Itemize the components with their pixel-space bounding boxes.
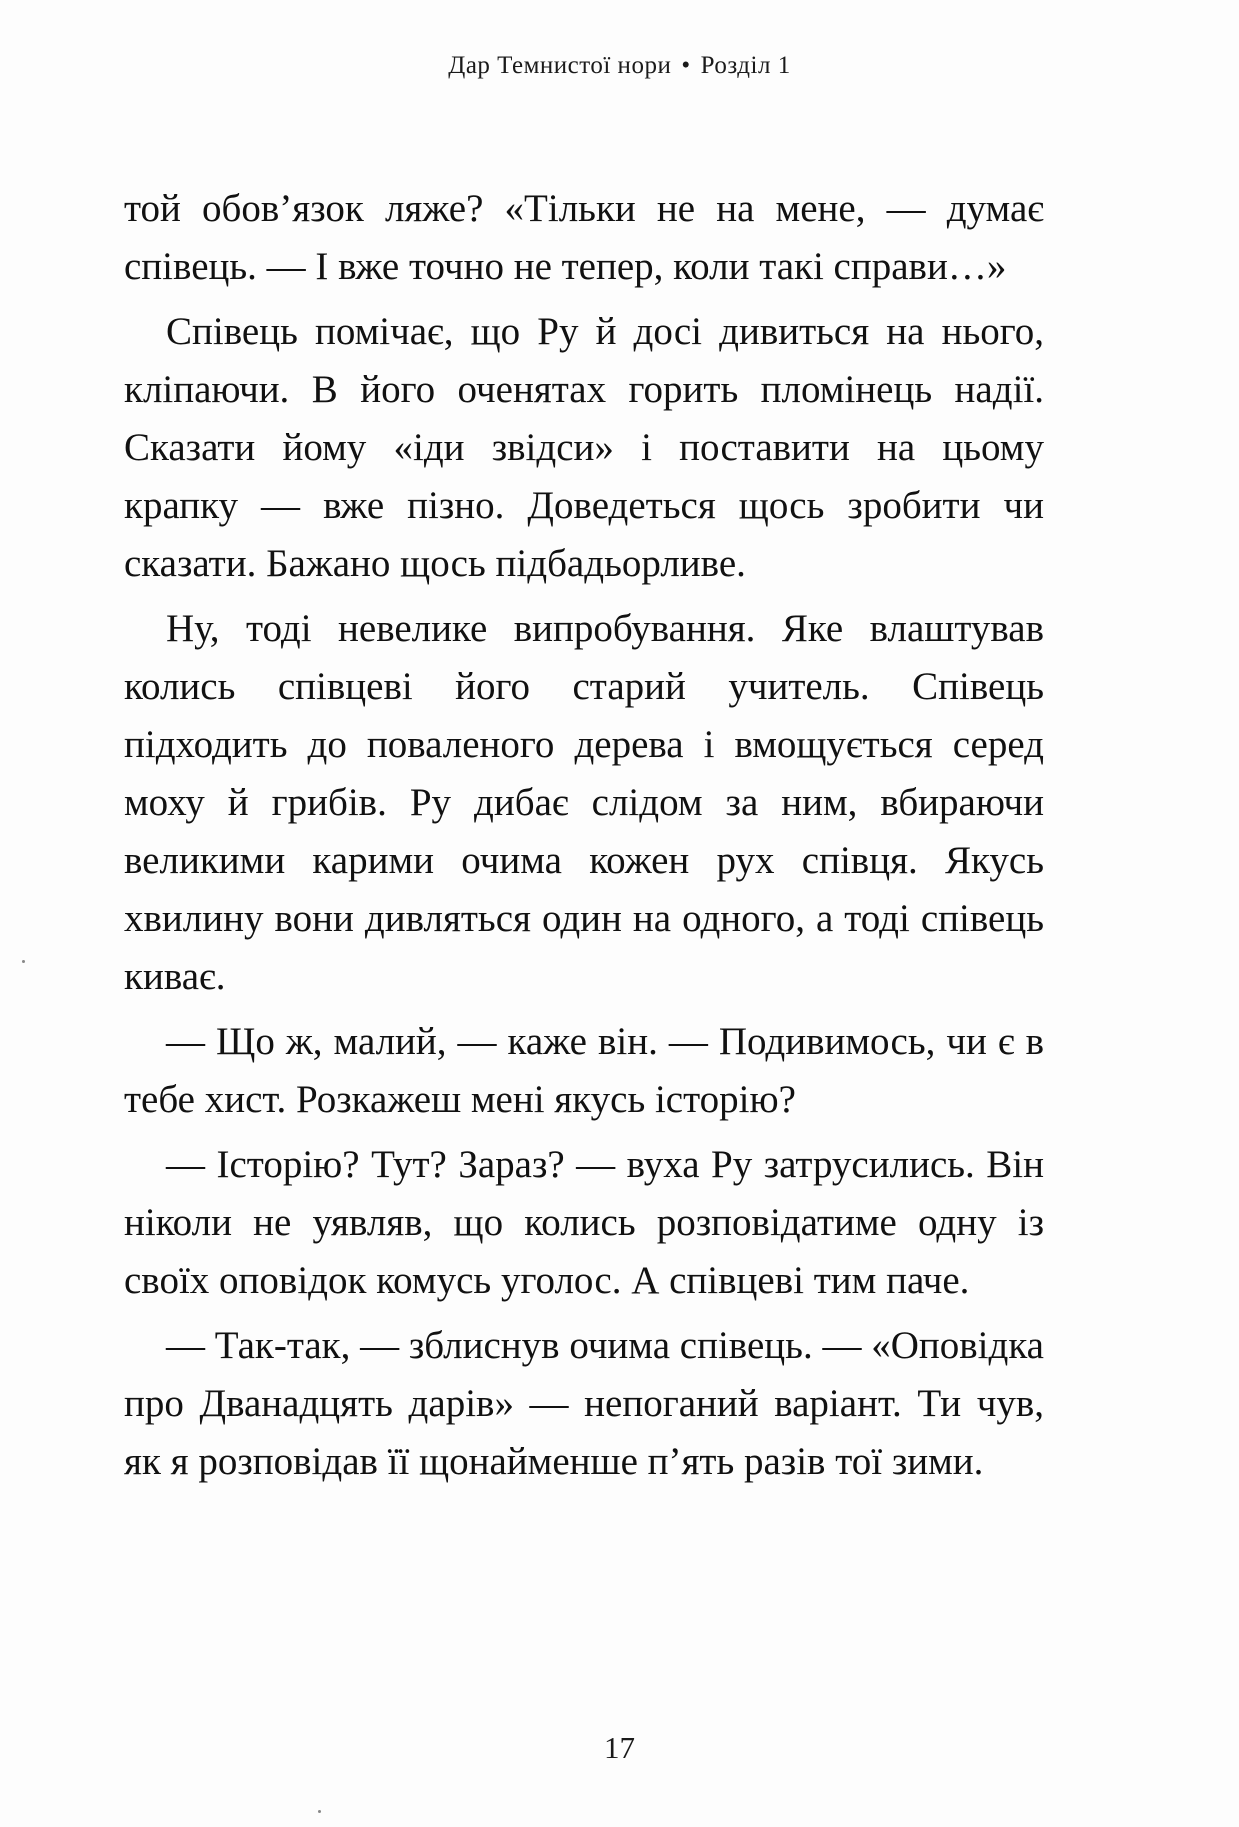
book-title: Дар Темнистої нори	[448, 52, 672, 79]
scan-speck	[318, 1810, 321, 1813]
running-head	[0, 52, 1239, 80]
paragraph: Співець помічає, що Ру й досі дивиться на нього, кліпаючи. В його оченятах горить пломінець надії. Сказати йому «іди звідси» і поставити на цьому крапку — вже пізно. Доведеться щось зробити чи сказати. Бажано щось підбадьорливе.	[124, 310, 1044, 585]
paragraph: — Так-так, — зблиснув очима співець. — «Оповідка про Дванадцять дарів» — непоганий варіант. Ти чув, як я розповідав її щонайменше п’ять разів тої зими.	[124, 1324, 1044, 1483]
chapter-label: Розділ 1	[700, 52, 791, 79]
paragraph: Ну, тоді невелике випробування. Яке влаштував колись співцеві його старий учитель. Співець підходить до поваленого дерева і вмощується серед моху й грибів. Ру дибає слідом за ним, вбираючи великими карими очима кожен рух співця. Якусь хвилину вони дивляться один на одного, а тоді співець киває.	[124, 607, 1044, 998]
paragraph: — Що ж, малий, — каже він. — Подивимось, чи є в тебе хист. Розкажеш мені якусь історію?	[124, 1020, 1044, 1121]
body-text	[124, 180, 1044, 1491]
header-separator: •	[681, 52, 691, 79]
paragraph: — Історію? Тут? Зараз? — вуха Ру затрусились. Він ніколи не уявляв, що колись розповідатиме одну із своїх оповідок комусь уголос. А співцеві тим паче.	[124, 1143, 1044, 1302]
scan-speck	[22, 960, 25, 963]
paragraph: той обов’язок ляже? «Тільки не на мене, — думає співець. — І вже точно не тепер, коли такі справи…»	[124, 187, 1044, 288]
page-number: 17	[604, 1730, 635, 1765]
